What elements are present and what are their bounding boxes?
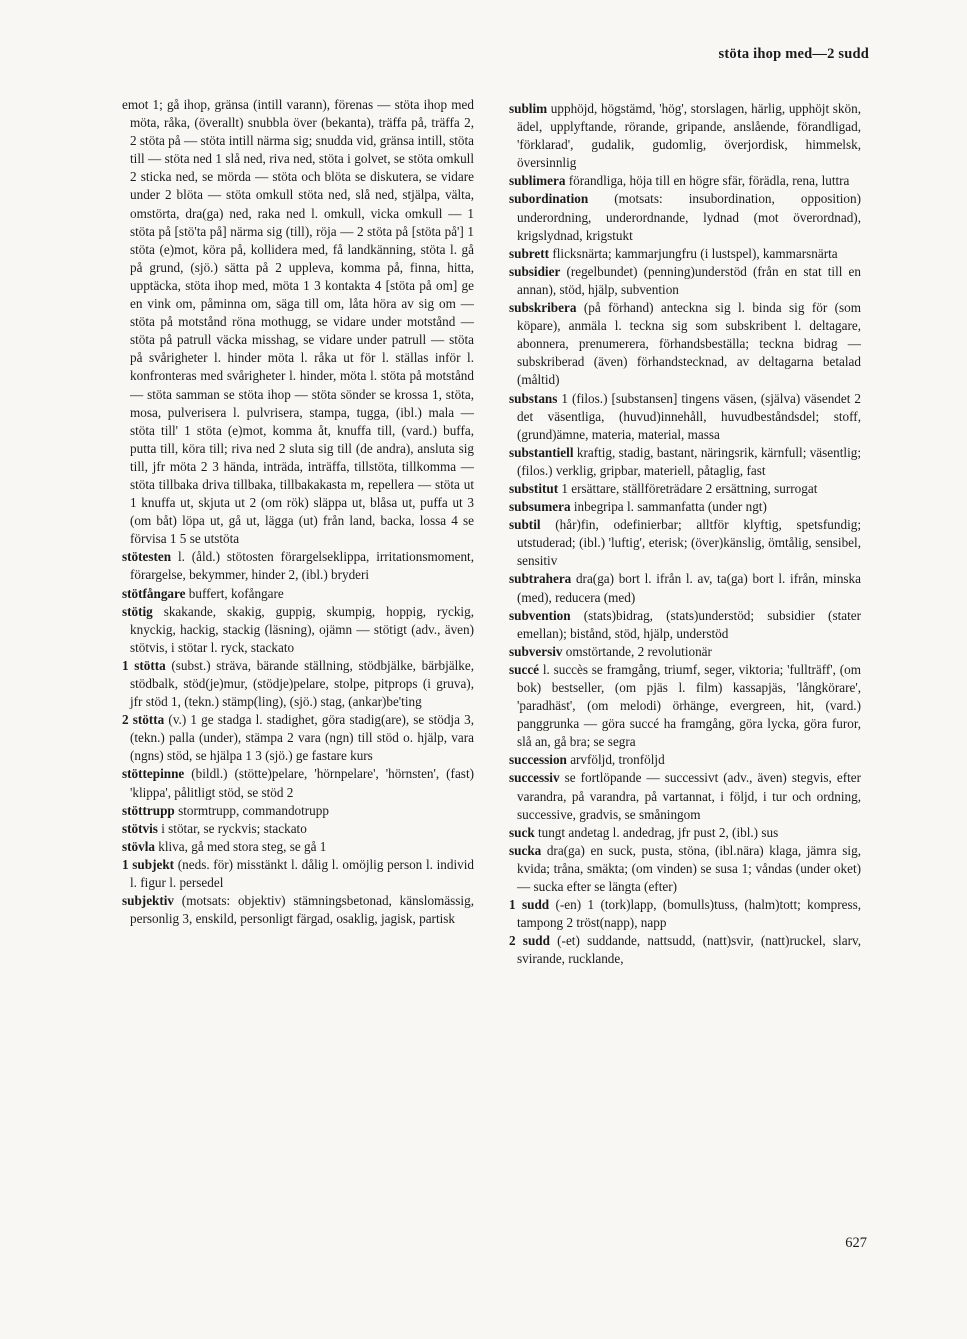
entry: 1 subjekt (neds. för) misstänkt l. dålig l. omöjlig person l. individ l. figur l. persedel: [122, 856, 474, 891]
entry: successiv se fortlöpande — successivt (adv., även) stegvis, efter varandra, på varandra, på vartannat, i följd, i tur och ordning, successive, gradvis, se småningom: [509, 770, 861, 822]
headword: successiv: [509, 770, 560, 786]
entry: subsidier (regelbundet) (penning)understöd (från en stat till en annan), stöd, hjälp, subvention: [509, 263, 861, 297]
headword: subversiv: [509, 643, 563, 659]
headword: 1 subjekt: [122, 856, 175, 872]
headword: 1 sudd: [509, 897, 550, 913]
entry: sublim upphöjd, högstämd, 'hög', storslagen, härlig, upphöjt skön, ädel, upplyftande, rörande, gripande, anslående, förandligad, 'förklarad', gudalik, gudomlig, överjordisk, himmelsk, översinnlig: [509, 101, 861, 171]
entry: stötig skakande, skakig, guppig, skumpig, hoppig, ryckig, knyckig, hackig, stackig (läsning), ojämn — stötigt (adv., även) stötvis, i stötar l. ryck, stackato: [122, 603, 474, 655]
entry: stöttrupp stormtrupp, commandotrupp: [122, 802, 329, 818]
entry: subskribera (på förhand) anteckna sig l. binda sig för (som köpare), anmäla l. teckna sig som subskribent l. deltagare, abonnera, prenumerera, förhandsbeställa; teckna bidrag — subskriberad (även) förhandstecknad, av deltagarna betalad (måltid): [509, 300, 861, 388]
headword: stöttepinne: [122, 766, 185, 782]
headword: sucka: [509, 842, 542, 858]
headword: stöttrupp: [122, 802, 175, 818]
entry: subjektiv (motsats: objektiv) stämningsbetonad, känslomässig, personlig 3, enskild, personligt färgad, osaklig, jagisk, partisk: [122, 893, 474, 927]
entry: subversiv omstörtande, 2 revolutionär: [509, 643, 712, 659]
headword: substans: [509, 390, 558, 406]
headword: stötvis: [122, 820, 158, 836]
entry: subtrahera dra(ga) bort l. ifrån l. av, ta(ga) bort l. ifrån, minska (med), reducera (med): [509, 571, 861, 605]
entry: subordination (motsats: insubordination, opposition) underordning, underordnande, lydnad (mot överordnad), krigslydnad, krigstukt: [509, 191, 861, 243]
entry: succé l. succès se framgång, triumf, seger, viktoria; 'fullträff', (om bok) bestseller, (om pjäs l. film) kassapjäs, 'långkörare', 'paradhäst', (om melodi) örhänge, evergreen, hit, (vard.) panggrunka — göra succé ha framgång, göra lycka, göra furor, slå an, gå bra; se segra: [509, 661, 861, 750]
headword: 2 sudd: [509, 933, 550, 949]
entry: substans 1 (filos.) [substansen] tingens väsen, (själva) väsendet 2 det väsentliga, (huvud)innehåll, huvudbeståndsdel; stoff, (grund)ämne, materia, material, massa: [509, 390, 861, 442]
headword: succé: [509, 661, 540, 677]
headword: 2 stötta: [122, 712, 165, 728]
headword: subsidier: [509, 263, 561, 279]
entry: stövla kliva, gå med stora steg, se gå 1: [122, 838, 327, 854]
entry: subtil (hår)fin, odefinierbar; alltför klyftig, spetsfundig; utstuderad; (ibl.) 'luftig', eterisk; (över)känslig, ömtålig, sensibel, sensitiv: [509, 517, 861, 569]
headword: subrett: [509, 245, 550, 261]
entry: subrett flicksnärta; kammarjungfru (i lustspel), kammarsnärta: [509, 245, 838, 261]
entry: stötfångare buffert, kofångare: [122, 585, 284, 601]
entry: 2 sudd (-et) suddande, nattsudd, (natt)svir, (natt)ruckel, slarv, svirande, rucklande,: [509, 933, 861, 967]
entry: sublimera förandliga, höja till en högre sfär, förädla, rena, luttra: [509, 173, 850, 189]
headword: stötesten: [122, 549, 172, 565]
entry: substantiell kraftig, stadig, bastant, näringsrik, kärnfull; väsentlig; (filos.) verklig, gripbar, materiell, påtaglig, fast: [509, 444, 861, 478]
running-header: stöta ihop med—2 sudd: [718, 46, 869, 62]
headword: subskribera: [509, 300, 577, 316]
entry: succession arvföljd, tronföljd: [509, 752, 665, 768]
headword: succession: [509, 752, 567, 768]
headword: substitut: [509, 480, 559, 496]
right-column: [509, 100, 861, 969]
headword: sublimera: [509, 173, 566, 189]
headword: stötig: [122, 603, 153, 619]
entry: emot 1; gå ihop, gränsa (intill varann), förenas — stöta ihop med möta, råka, (överallt) snubbla över (bekanta), träffa på, träffa 2, 2 stöta på — stöta intill närma sig; snudda vid, gränsa intill, stöta till — stöta ned 1 slå ned, riva ned, stöta i golvet, se stöta omkull 2 sticka ned, se mörda — stöta och blöta se diskutera, se vidare under 2 blöta — stöta omkull stöta ned, slå ned, stjälpa, välta, omstörta, dra(ga) ned, raka ned l. omkull, vicka omkull — 1 stöta på [stö'ta på] närma sig (till), röja — 2 stöta på [stöta på'] 1 stöta (e)mot, köra på, kollidera med, få landkänning, stöta l. gå på grund, (sjö.) sätta på 2 uppleva, komma på, finna, hitta, upptäcka, stöta ihop med, möta 1 3 kontakta 4 [stöta på om] ge en vink om, påminna om, säga till om, låta höra av sig om — stöta på motstånd röna mothugg, se vidare under motstånd — stöta på patrull väcka misshag, se vidare under patrull — stöta på svårigheter l. hinder möta l. råka ut för l. ställas inför l. konfronteras med svårigheter l. hinder, möta l. stöta på motstånd — stöta samman se stöta ihop — stöta sönder se krossa 1, stöta, mosa, pulverisera l. pulvrisera, stampa, tugga, (ibl.) mala — stöta till' 1 stöta (e)mot, komma åt, knuffa till, (vard.) buffa, putta till, köra till; riva ned 2 sluta sig till (de andra), ansluta sig till, jfr möta 2 3 hända, inträda, inträffa, tillstöta, tillkomma — stöta tillbaka driva tillbaka, tillbakakasta m, repellera — stöta ut 1 knuffa ut, skjuta ut 2 (om rök) släppa ut, blåsa ut, puffa ut 3 (om båt) löpa ut, gå ut, lägga (ut) från land, backa, lossa 4 se förvisa 1 5 se utstöta: [122, 97, 474, 547]
headword: stövla: [122, 838, 155, 854]
headword: subvention: [509, 607, 571, 623]
entry: subsumera inbegripa l. sammanfatta (under ngt): [509, 499, 767, 515]
entry: stöttepinne (bildl.) (stötte)pelare, 'hörnpelare', 'hörnsten', (fast) 'klippa', pålitligt stöd, se stöd 2: [122, 766, 474, 800]
page-number: 627: [845, 1235, 867, 1251]
headword: stötfångare: [122, 585, 186, 601]
headword: 1 stötta: [122, 657, 166, 673]
entry: 1 sudd (-en) 1 (tork)lapp, (bomulls)tuss, (halm)tott; kompress, tampong 2 tröst(napp), napp: [509, 897, 862, 931]
entry: stötesten l. (åld.) stötosten förargelseklippa, irritationsmoment, förargelse, bekymmer, hinder 2, (ibl.) bryderi: [122, 549, 474, 583]
entry: subvention (stats)bidrag, (stats)understöd; subsidier (stater emellan); bistånd, stöd, hjälp, understöd: [509, 607, 861, 641]
entry: substitut 1 ersättare, ställföreträdare 2 ersättning, surrogat: [509, 480, 818, 496]
headword: substantiell: [509, 444, 574, 460]
headword: suck: [509, 824, 535, 840]
entry: sucka dra(ga) en suck, pusta, stöna, (ibl.nära) klaga, jämra sig, kvida; tråna, smäkta; (om vinden) se susa 1; våndas (under oket) — sucka efter se längta (efter): [509, 842, 861, 895]
headword: sublim: [509, 101, 548, 116]
headword: subordination: [509, 191, 589, 207]
left-column: [122, 96, 474, 928]
entry: suck tungt andetag l. andedrag, jfr pust 2, (ibl.) sus: [509, 824, 779, 840]
headword: subtrahera: [509, 571, 572, 587]
entry: 1 stötta (subst.) sträva, bärande ställning, stödbjälke, bärbjälke, stödbalk, stöd(je)mur, (stödje)pelare, stolpe, pitprops (i gruva), jfr stöd 1, (tekn.) stämp(ling), (sjö.) stag, (ankar)be'ting: [122, 657, 474, 710]
headword: subjektiv: [122, 893, 175, 909]
entry: 2 stötta (v.) 1 ge stadga l. stadighet, göra stadig(are), se stödja 3, (tekn.) palla (under), stämpa 2 vara (ngn) till stöd o. hjälp, vara (ngns) stöd, se hjälpa 1 3 (sjö.) ge fastare kurs: [122, 712, 475, 764]
headword: subsumera: [509, 499, 571, 515]
headword: subtil: [509, 517, 541, 533]
entry: stötvis i stötar, se ryckvis; stackato: [122, 820, 307, 836]
